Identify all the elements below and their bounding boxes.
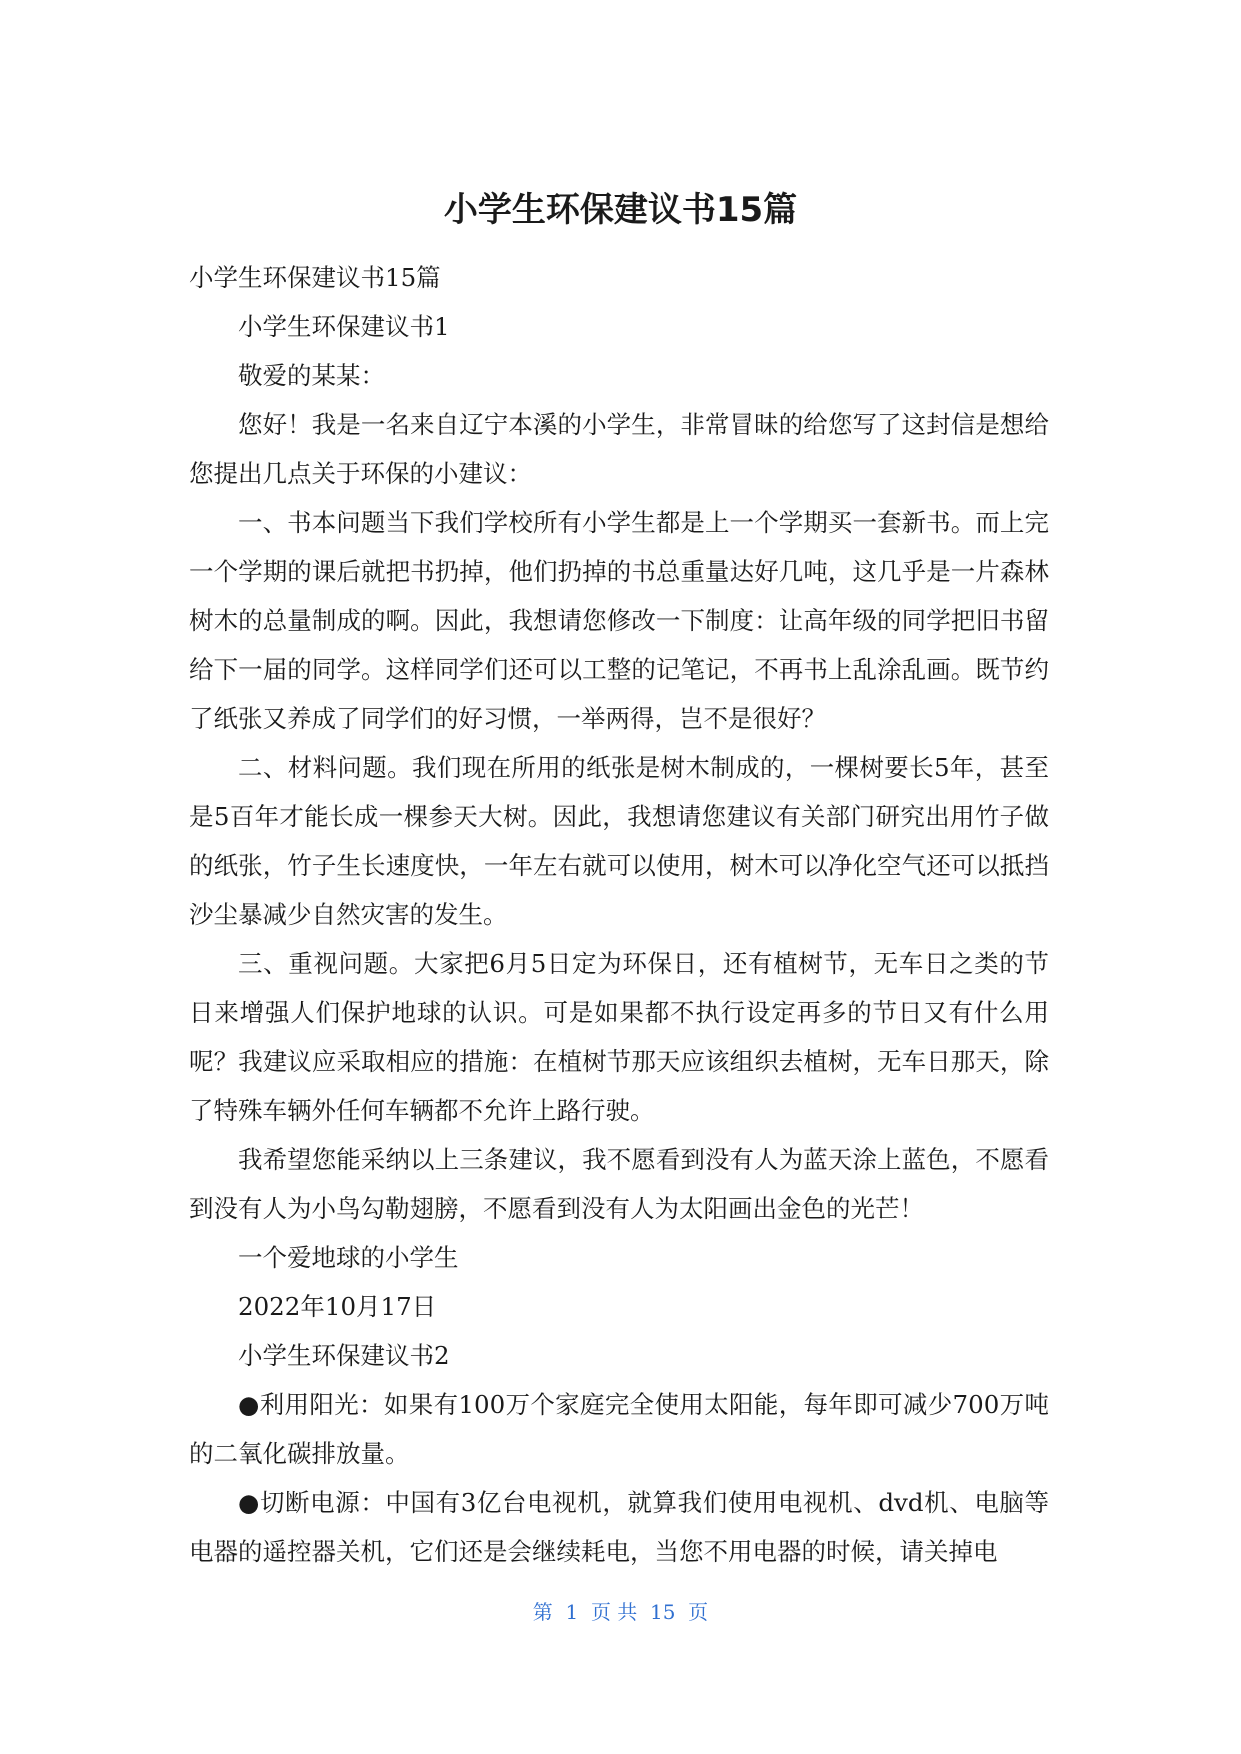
- paragraph: 您好！我是一名来自辽宁本溪的小学生，非常冒昧的给您写了这封信是想给您提出几点关于环保的小建议：: [189, 410, 1049, 488]
- paragraph: 我希望您能采纳以上三条建议，我不愿看到没有人为蓝天涂上蓝色，不愿看到没有人为小鸟勾勒翅膀，不愿看到没有人为太阳画出金色的光芒！: [189, 1145, 1049, 1223]
- section-heading: 小学生环保建议书2: [238, 1341, 450, 1370]
- date-line: 2022年10月17日: [238, 1292, 437, 1321]
- signature-line: 一个爱地球的小学生: [238, 1243, 459, 1272]
- paragraph: 敬爱的某某：: [238, 361, 385, 390]
- paragraph: 三、重视问题。大家把6月5日定为环保日，还有植树节，无车日之类的节日来增强人们保护地球的认识。可是如果都不执行设定再多的节日又有什么用呢？我建议应采取相应的措施：在植树节那天应该组织去植树，无车日那天，除了特殊车辆外任何车辆都不允许上路行驶。: [189, 949, 1049, 1125]
- paragraph: 一、书本问题当下我们学校所有小学生都是上一个学期买一套新书。而上完一个学期的课后就把书扔掉，他们扔掉的书总重量达好几吨，这几乎是一片森林树木的总量制成的啊。因此，我想请您修改一下制度：让高年级的同学把旧书留给下一届的同学。这样同学们还可以工整的记笔记，不再书上乱涂乱画。既节约了纸张又养成了同学们的好习惯，一举两得，岂不是很好？: [189, 508, 1049, 733]
- paragraph: 小学生环保建议书15篇: [189, 263, 441, 292]
- paragraph: 二、材料问题。我们现在所用的纸张是树木制成的，一棵树要长5年，甚至是5百年才能长成一棵参天大树。因此，我想请您建议有关部门研究出用竹子做的纸张，竹子生长速度快，一年左右就可以使用，树木可以净化空气还可以抵挡沙尘暴减少自然灾害的发生。: [189, 753, 1049, 929]
- page-number-footer: 第 1 页 共 15 页: [532, 1600, 709, 1624]
- document-title: 小学生环保建议书15篇: [443, 190, 798, 230]
- paragraph: 小学生环保建议书1: [238, 312, 450, 341]
- bullet-paragraph: ●切断电源：中国有3亿台电视机，就算我们使用电视机、dvd机、电脑等电器的遥控器关机，它们还是会继续耗电，当您不用电器的时候，请关掉电: [189, 1488, 1049, 1566]
- document-body: [189, 253, 1049, 1576]
- bullet-paragraph: ●利用阳光：如果有100万个家庭完全使用太阳能，每年即可减少700万吨的二氧化碳排放量。: [189, 1390, 1049, 1468]
